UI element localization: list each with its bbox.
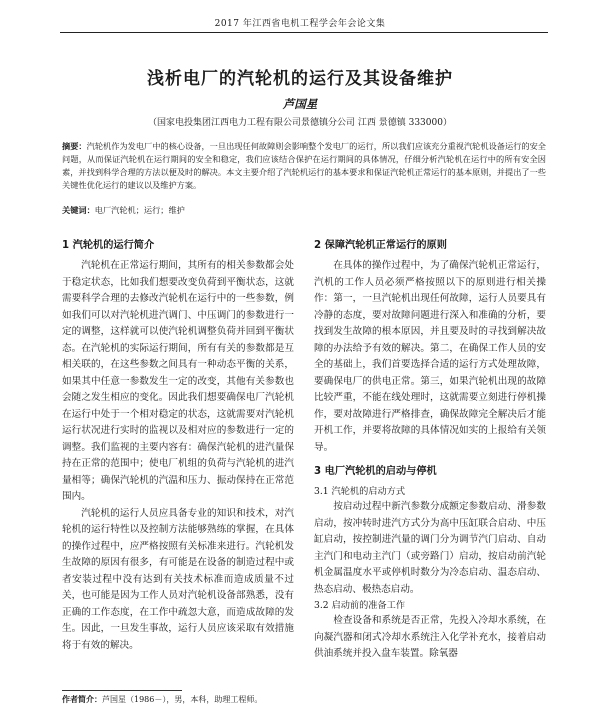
- author-affiliation: （国家电投集团江西电力工程有限公司景德镇分公司 江西 景德镇 333000）: [148, 118, 452, 128]
- abstract: [62, 140, 546, 192]
- section-1-heading: 1 汽轮机的运行简介: [62, 240, 155, 251]
- section-2-paragraph: 在具体的操作过程中，为了确保汽轮机正常运行，汽机的工作人员必须严格按照以下的原则进行相关操作：第一，一旦汽轮机出现任何故障，运行人员要具有冷静的态度，要对故障问题进行深入和准确的分析，要找到发生故障的根本原因，并且要及时的寻找到解决故障的办法给予有效的解决。第二，在确保工作人员的安全的基础上，我们首要选择合适的运行方式处理故障，要确保电厂的供电正常。第三，如果汽轮机出现的故障比较严重，不能在线处理时，这就需要立刻进行停机操作，要对故障进行严格排查，确保故障完全解决后才能开机工作，并要将故障的具体情况如实的上报给有关领导。: [314, 260, 546, 453]
- keywords: [62, 204, 546, 217]
- footnote-rule: [62, 690, 182, 691]
- author-name: 芦国星: [282, 97, 318, 111]
- running-header: 2017 年江西省电机工程学会年会论文集: [214, 19, 386, 29]
- section-1-paragraph-1: 汽轮机在正常运行期间，其所有的相关参数都会处于稳定状态，比如我们想要改变负荷到平衡状态，这就需要科学合理的去修改汽轮机在运行中的一些参数，例如我们可以对汽轮机进汽调门、中压调门的参数进行一定的调整，这样就可以使汽轮机调整负荷并回到平衡状态。在汽轮机的实际运行期间，所有有关的参数都是互相关联的，在这些参数之间具有一种动态平衡的关系，如果其中任意一参数发生一定的改变，其他有关参数也会随之发生相应的变化。因此我们想要确保电厂汽轮机在运行中处于一个相对稳定的状态，这就需要对汽轮机运行状况进行实时的监视以及相对应的参数进行一定的调整。我们监视的主要内容有：确保汽轮机的进汽量保持在正常的范围中；使电厂机组的负荷与汽轮机的进汽量相等；确保汽轮机的汽温和压力、振动保持在正常范围内。: [62, 260, 294, 502]
- subsection-3-2-heading: 3.2 启动前的准备工作: [314, 600, 406, 611]
- paper-title: 浅析电厂的汽轮机的运行及其设备维护: [147, 69, 453, 89]
- subsection-3-1-heading: 3.1 汽轮机的启动方式: [314, 486, 406, 497]
- header-rule: [60, 32, 548, 33]
- left-column: [62, 238, 294, 654]
- section-3-heading: 3 电厂汽轮机的启动与停机: [314, 466, 437, 477]
- abstract-text: 汽轮机作为发电厂中的核心设备，一旦出现任何故障则会影响整个发电厂的运行，所以我们应该充分重视汽轮机设备运行的安全问题，从而保证汽轮机在运行期间的安全和稳定，我们应该结合保护在运行期间的具体情况，仔细分析汽轮机在运行中的所有安全因素，并找到科学合理的方法以便及时的解决。本文主要介绍了汽轮机运行的基本要求和保证汽轮机正常运行的基本原则，并提出了一些关键性优化运行的建议以及维护方案。: [62, 141, 546, 190]
- abstract-label: 摘要：: [62, 141, 87, 151]
- subsection-3-2-paragraph: 检查设备和系统是否正常，先投入冷却水系统，在向凝汽器和闭式冷却水系统注入化学补充水，接着启动供油系统并投入盘车装置。除氧器: [314, 615, 546, 659]
- keywords-label: 关键词：: [62, 205, 95, 215]
- keywords-text: 电厂汽轮机；运行；维护: [94, 205, 185, 215]
- footnote-text: 芦国星（1986－），男，本科，助理工程师。: [102, 695, 263, 704]
- section-spacer: [314, 456, 546, 464]
- section-2-heading: 2 保障汽轮机正常运行的原则: [314, 240, 447, 251]
- footnote-label: 作者简介：: [62, 695, 102, 704]
- author-footnote: [62, 694, 546, 705]
- section-1-paragraph-2: 汽轮机的运行人员应具备专业的知识和技术，对汽轮机的运行特性以及控制方法能够熟练的掌握，在具体的操作过程中，应严格按照有关标准来进行。汽轮机发生故障的原因有很多，有可能是在设备的制造过程中或者安装过程中没有达到有关技术标准而造成质量不过关，也可能是因为工作人员对汽轮机设备部熟悉，没有正确的工作态度，在工作中疏忽大意，而造成故障的发生。因此，一旦发生事故，运行人员应该采取有效措施将于有效的解决。: [62, 507, 294, 651]
- right-column: [314, 238, 546, 663]
- subsection-3-1-paragraph: 按启动过程中新汽参数分成额定参数启动、滑参数启动，按冲转时进汽方式分为高中压缸联合启动、中压缸启动，按控制进汽量的调门分为调节汽门启动、自动主汽门和电动主汽门（或旁路门）启动，按启动前汽轮机金属温度水平或停机时数分为冷态启动、温态启动、热态启动、极热态启动。: [314, 501, 546, 595]
